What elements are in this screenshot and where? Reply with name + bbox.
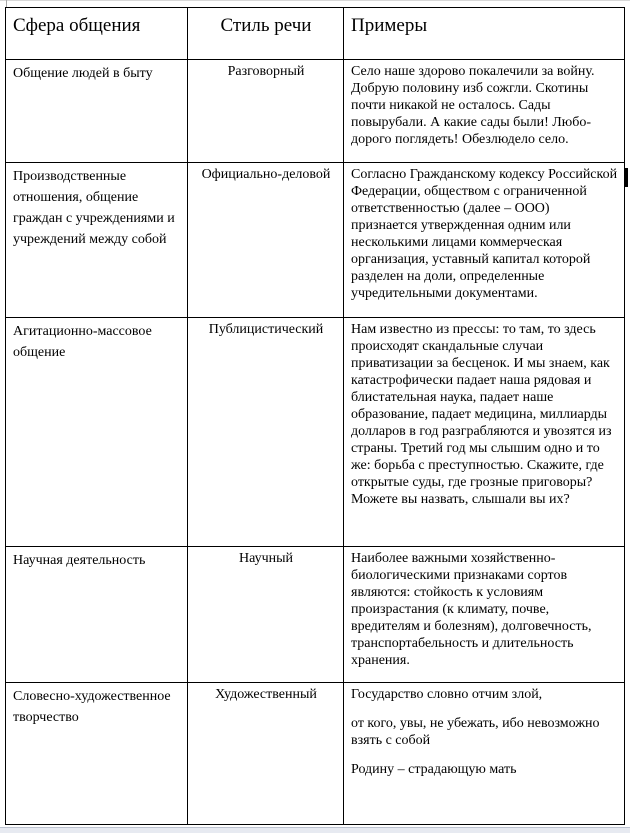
style-text: Разговорный [227, 64, 305, 79]
sphere-text: Научная деятельность [13, 553, 146, 568]
cell-example [344, 318, 625, 547]
ruler-corner-tick [6, 0, 7, 7]
cell-example [344, 163, 625, 318]
sphere-text: Словесно-художественное творчество [13, 689, 171, 725]
speech-styles-table [5, 7, 625, 825]
sphere-text: Общение людей в быту [13, 66, 153, 81]
column-header-examples: Примеры [344, 8, 625, 60]
cell-sphere [6, 547, 188, 683]
example-paragraph: Нам известно из прессы: то там, то здесь происходят скандальные случаи приватизации за бесценок. И мы знаем, как катастрофически падает наша рядовая и блистательная наука, падает наше образование, падает медицина, миллиарды долларов в год разграбляются и увозятся из страны. Третий год мы слышим одно и то же: борьба с преступностью. Скажите, где открытые суды, где грозные приговоры? Можете вы назвать, слышали вы их? [351, 322, 612, 507]
text-cursor [624, 168, 628, 187]
style-text: Публицистический [208, 322, 324, 337]
cell-sphere [6, 318, 188, 547]
example-paragraph: Наиболее важными хозяйственно-биологическими признаками сортов являются: стойкость к условиям произрастания (к климату, почве, вредителям и болезням), долговечность, транспортабельность и длительность хранения. [351, 551, 592, 668]
table-row-colloquial [6, 60, 625, 163]
table-row-publicistic [6, 318, 625, 547]
cell-style [188, 163, 344, 318]
poem-line: Родину – страдающую мать [351, 762, 517, 777]
column-header-sphere: Сфера общения [6, 8, 188, 60]
cell-style [188, 318, 344, 547]
style-text: Художественный [215, 687, 317, 702]
cell-style [188, 547, 344, 683]
poem-line: Государство словно отчим злой, [351, 687, 543, 702]
example-paragraph: Село наше здорово покалечили за войну. Добрую половину изб сожгли. Скотины почти никакой не осталось. Сады повырубали. А какие сады были! Любо-дорого поглядеть! Обезлюдело село. [351, 64, 595, 147]
table-header-row [6, 8, 625, 60]
style-text: Научный [238, 551, 294, 566]
cell-example [344, 60, 625, 163]
table-row-official [6, 163, 625, 318]
cell-example [344, 683, 625, 825]
cell-sphere [6, 683, 188, 825]
cell-sphere [6, 163, 188, 318]
table-row-scientific [6, 547, 625, 683]
column-header-style: Стиль речи [188, 8, 344, 60]
horizontal-scrollbar[interactable] [0, 827, 630, 833]
poem-line: от кого, увы, не убежать, ибо невозможно взять с собой [351, 716, 600, 748]
page-top-edge-line [0, 0, 630, 1]
table-row-artistic [6, 683, 625, 825]
cell-style [188, 683, 344, 825]
example-paragraph: Согласно Гражданскому кодексу Российской Федерации, обществом с ограниченной ответственностью (далее – ООО) признается утвержденная одним или несколькими лицами коммерческая организация, уставный капитал которой разделен на доли, определенные учредительными документами. [351, 167, 618, 301]
style-text: Официально-деловой [201, 167, 331, 182]
cell-sphere [6, 60, 188, 163]
cell-style [188, 60, 344, 163]
sphere-text: Агитационно-массовое общение [13, 324, 152, 360]
cell-example [344, 547, 625, 683]
sphere-text: Производственные отношения, общение граждан с учреждениями и учреждений между собой [13, 169, 175, 247]
